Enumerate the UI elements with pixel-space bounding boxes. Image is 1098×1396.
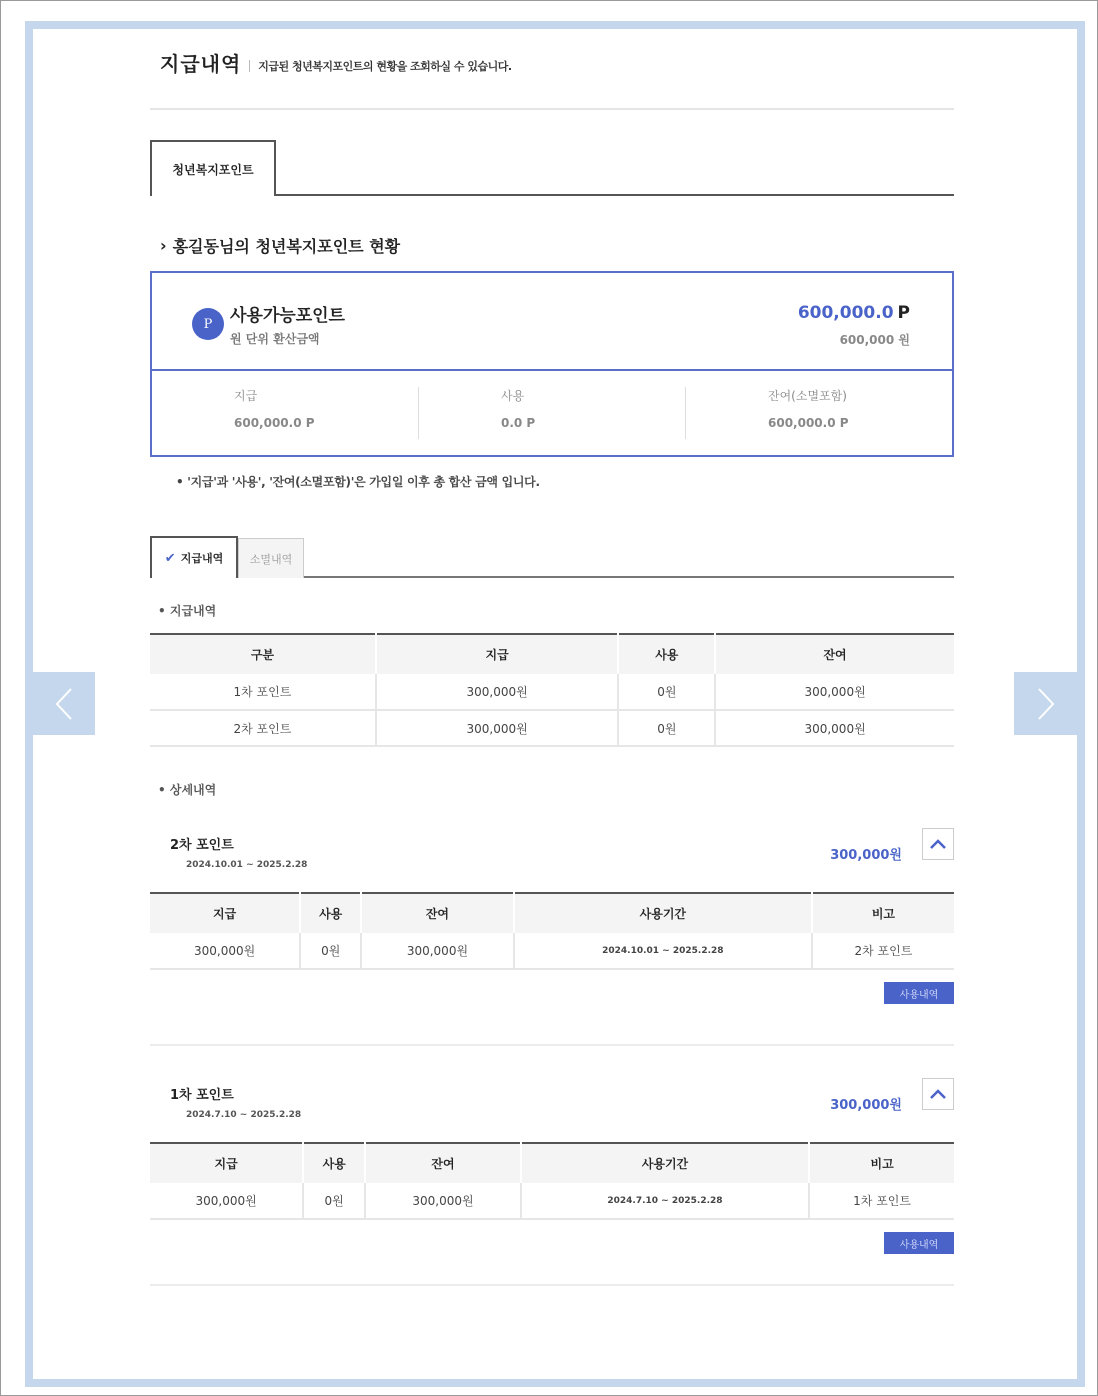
status-title-text: 홍길동님의 청년복지포인트 현황 <box>172 237 401 256</box>
column-header: 지급 <box>150 893 300 933</box>
table-cell: 0원 <box>303 1183 365 1219</box>
table-cell: 0원 <box>618 710 715 746</box>
won-conversion-label: 원 단위 환산금액 <box>230 332 320 346</box>
table-row <box>150 1183 954 1219</box>
detail-table <box>150 1142 954 1220</box>
table-header-row <box>150 634 954 674</box>
point-breakdown <box>152 371 952 455</box>
paid-point-column <box>152 387 418 439</box>
usage-history-button[interactable]: 사용내역 <box>884 982 954 1004</box>
table-cell: 2차 포인트 <box>150 710 376 746</box>
detail-block-1st <box>150 1084 954 1286</box>
usage-history-button[interactable]: 사용내역 <box>884 1232 954 1254</box>
available-point-label: 사용가능포인트 <box>230 306 345 326</box>
main-content <box>150 40 954 1286</box>
chevron-right-icon <box>1035 687 1057 721</box>
table-cell: 300,000원 <box>365 1183 521 1219</box>
page-description: 지급된 청년복지포인트의 현황을 조회하실 수 있습니다. <box>258 60 512 73</box>
chevron-up-icon <box>930 1089 946 1099</box>
table-cell: 300,000원 <box>150 933 300 969</box>
chevron-up-icon <box>930 839 946 849</box>
divider <box>150 1284 954 1286</box>
paid-point-label: 지급 <box>234 389 258 403</box>
summary-table <box>150 633 954 747</box>
remaining-point-label: 잔여(소멸포함) <box>768 389 847 403</box>
available-point-value <box>798 303 910 323</box>
table-cell: 300,000원 <box>376 710 619 746</box>
table-cell: 300,000원 <box>150 1183 303 1219</box>
header-divider <box>249 60 250 72</box>
used-point-label: 사용 <box>501 389 525 403</box>
detail-name: 1차 포인트 <box>170 1088 234 1103</box>
column-header: 비고 <box>812 893 954 933</box>
divider <box>150 1044 954 1046</box>
check-icon: ✔ <box>164 550 176 566</box>
status-section-title <box>150 234 954 257</box>
table-cell: 2024.10.01 ~ 2025.2.28 <box>514 933 812 969</box>
table-cell: 0원 <box>618 674 715 710</box>
collapse-button[interactable] <box>922 1078 954 1110</box>
table-cell: 300,000원 <box>715 674 954 710</box>
detail-header <box>150 834 954 892</box>
available-won-value: 600,000 원 <box>839 333 910 347</box>
remaining-point-value: 600,000.0 P <box>768 416 849 430</box>
used-point-column <box>418 387 685 439</box>
column-header: 구분 <box>150 634 376 674</box>
point-badge-icon: P <box>192 308 224 340</box>
detail-block-2nd <box>150 834 954 1046</box>
table-cell: 2024.7.10 ~ 2025.2.28 <box>521 1183 809 1219</box>
column-header: 비고 <box>809 1143 954 1183</box>
table-header-row <box>150 1143 954 1183</box>
table-cell: 300,000원 <box>376 674 619 710</box>
tab-payment-history-label: 지급내역 <box>180 552 224 565</box>
point-note: • '지급'과 '사용', '잔여(소멸포함)'은 가입일 이후 총 합산 금액 입니다. <box>176 475 540 489</box>
paid-point-value: 600,000.0 P <box>234 416 315 430</box>
table-cell: 0원 <box>300 933 361 969</box>
page-title: 지급내역 <box>160 52 242 76</box>
next-slide-button[interactable] <box>1014 672 1077 735</box>
table-cell: 1차 포인트 <box>809 1183 954 1219</box>
chevron-left-icon <box>53 687 75 721</box>
column-header: 사용 <box>300 893 361 933</box>
column-header: 잔여 <box>365 1143 521 1183</box>
tab-youth-welfare-point[interactable]: 청년복지포인트 <box>150 140 276 196</box>
detail-period: 2024.10.01 ~ 2025.2.28 <box>186 860 308 870</box>
summary-title: • 지급내역 <box>158 604 217 618</box>
point-unit: P <box>897 303 910 323</box>
available-point-area <box>152 273 952 371</box>
detail-title: • 상세내역 <box>158 783 217 797</box>
detail-amount: 300,000원 <box>830 848 902 863</box>
available-point-amount: 600,000.0 <box>797 303 894 323</box>
main-tab-bar <box>150 140 954 196</box>
detail-table <box>150 892 954 970</box>
point-summary-box <box>150 271 954 457</box>
table-cell: 300,000원 <box>361 933 514 969</box>
detail-amount: 300,000원 <box>830 1098 902 1113</box>
chevron-right-icon: › <box>160 236 167 255</box>
prev-slide-button[interactable] <box>32 672 95 735</box>
detail-header <box>150 1084 954 1142</box>
tab-payment-history[interactable] <box>150 536 238 578</box>
column-header: 지급 <box>150 1143 303 1183</box>
collapse-button[interactable] <box>922 828 954 860</box>
tab-expiry-history[interactable]: 소멸내역 <box>238 538 304 578</box>
remaining-point-column <box>685 387 952 439</box>
table-row <box>150 933 954 969</box>
table-cell: 2차 포인트 <box>812 933 954 969</box>
table-header-row <box>150 893 954 933</box>
column-header: 잔여 <box>715 634 954 674</box>
column-header: 잔여 <box>361 893 514 933</box>
detail-period: 2024.7.10 ~ 2025.2.28 <box>186 1110 302 1120</box>
column-header: 지급 <box>376 634 619 674</box>
column-header: 사용기간 <box>514 893 812 933</box>
used-point-value: 0.0 P <box>501 416 536 430</box>
column-header: 사용 <box>303 1143 365 1183</box>
table-row <box>150 710 954 746</box>
history-tab-bar <box>150 536 954 578</box>
table-row <box>150 674 954 710</box>
page-header <box>150 40 954 110</box>
detail-name: 2차 포인트 <box>170 838 234 853</box>
table-cell: 1차 포인트 <box>150 674 376 710</box>
column-header: 사용 <box>618 634 715 674</box>
table-cell: 300,000원 <box>715 710 954 746</box>
column-header: 사용기간 <box>521 1143 809 1183</box>
